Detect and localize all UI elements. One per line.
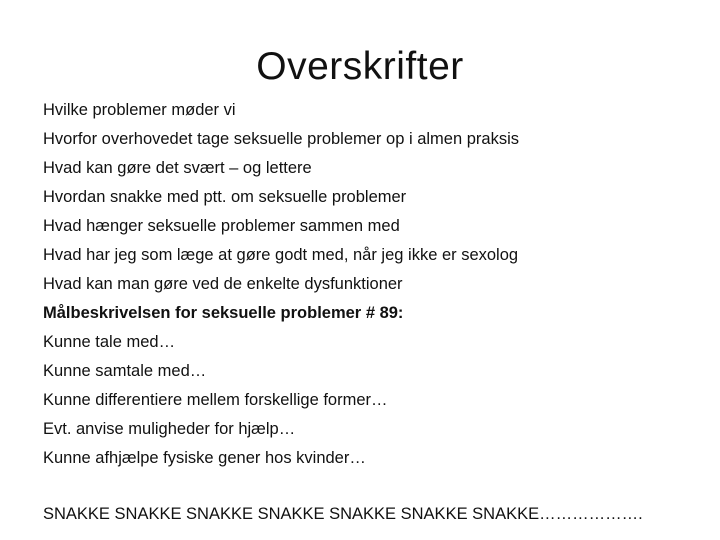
content-list bbox=[43, 96, 703, 473]
list-item: Hvad kan gøre det svært – og lettere bbox=[43, 159, 312, 177]
list-item: Kunne differentiere mellem forskellige former… bbox=[43, 391, 388, 409]
list-item: Hvorfor overhovedet tage seksuelle problemer op i almen praksis bbox=[43, 130, 519, 148]
list-item: Hvordan snakke med ptt. om seksuelle problemer bbox=[43, 188, 407, 206]
list-item: Kunne afhjælpe fysiske gener hos kvinder… bbox=[43, 449, 366, 467]
list-item-heading: Målbeskrivelsen for seksuelle problemer # 89: bbox=[43, 304, 404, 322]
list-item: Hvilke problemer møder vi bbox=[43, 101, 236, 119]
footer-text: SNAKKE SNAKKE SNAKKE SNAKKE SNAKKE SNAKKE SNAKKE………………. bbox=[43, 505, 643, 523]
list-item: Hvad kan man gøre ved de enkelte dysfunktioner bbox=[43, 275, 403, 293]
list-item: Kunne tale med… bbox=[43, 333, 176, 351]
list-item: Kunne samtale med… bbox=[43, 362, 207, 380]
list-item: Hvad hænger seksuelle problemer sammen med bbox=[43, 217, 400, 235]
list-item: Hvad har jeg som læge at gøre godt med, når jeg ikke er sexolog bbox=[43, 246, 519, 264]
slide-title: Overskrifter bbox=[256, 45, 464, 88]
list-item: Evt. anvise muligheder for hjælp… bbox=[43, 420, 296, 438]
